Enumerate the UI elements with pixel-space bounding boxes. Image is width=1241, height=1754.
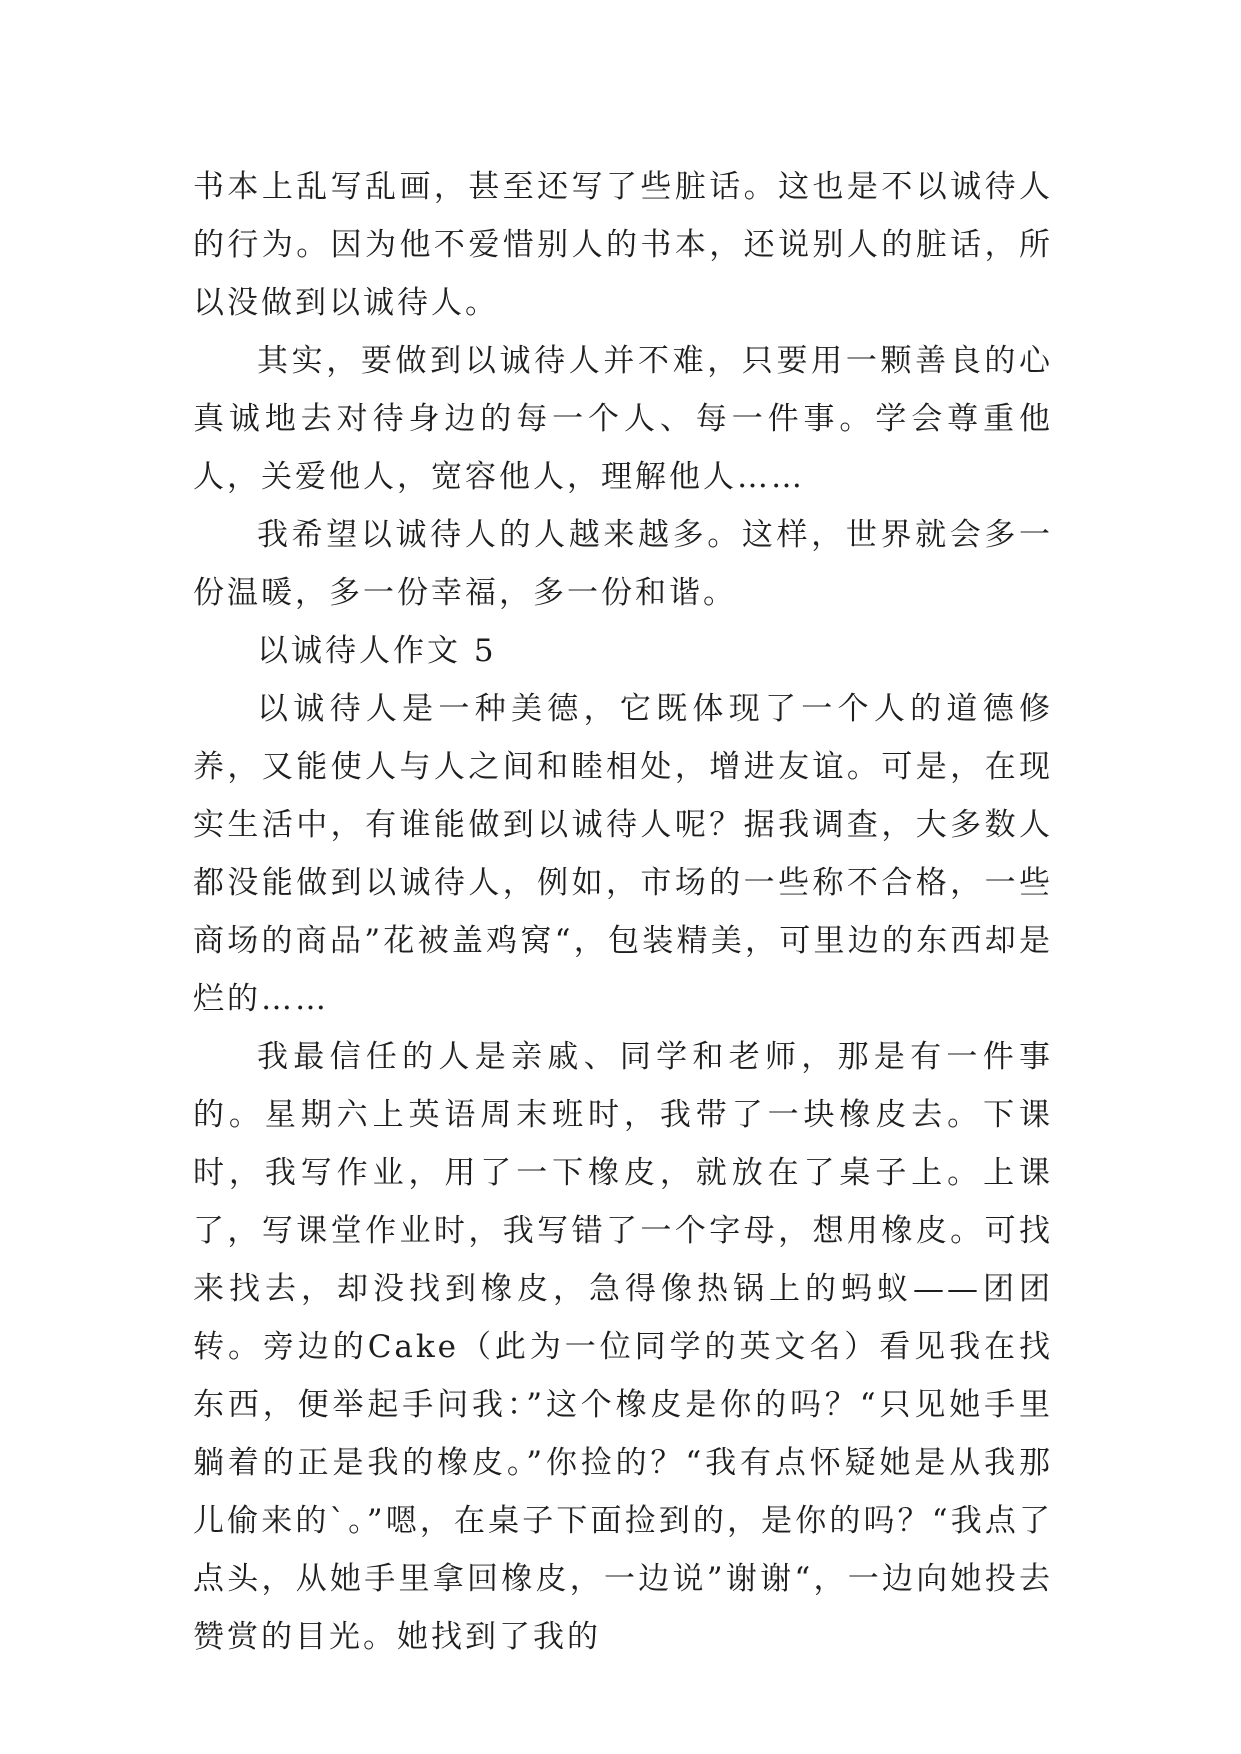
paragraph-3: 我希望以诚待人的人越来越多。这样，世界就会多一份温暖，多一份幸福，多一份和谐。 (193, 517, 1053, 611)
section-paragraph-1: 以诚待人是一种美德，它既体现了一个人的道德修养，又能使人与人之间和睦相处，增进友谊。可是，在现实生活中，有谁能做到以诚待人呢？据我调查，大多数人都没能做到以诚待人，例如，市场的一些称不合格，一些商场的商品”花被盖鸡窝“，包装精美，可里边的东西却是烂的…… (193, 691, 1053, 1017)
paragraph-1: 书本上乱写乱画，甚至还写了些脏话。这也是不以诚待人的行为。因为他不爱惜别人的书本，还说别人的脏话，所以没做到以诚待人。 (193, 169, 1053, 321)
paragraph-2: 其实，要做到以诚待人并不难，只要用一颗善良的心真诚地去对待身边的每一个人、每一件事。学会尊重他人，关爱他人，宽容他人，理解他人…… (193, 343, 1053, 495)
section-title: 以诚待人作文 5 (257, 633, 497, 669)
section-paragraph-2: 我最信任的人是亲戚、同学和老师，那是有一件事的。星期六上英语周末班时，我带了一块橡皮去。下课时，我写作业，用了一下橡皮，就放在了桌子上。上课了，写课堂作业时，我写错了一个字母，想用橡皮。可找来找去，却没找到橡皮，急得像热锅上的蚂蚁——团团转。旁边的Cake（此为一位同学的英文名）看见我在找东西，便举起手问我：”这个橡皮是你的吗？“只见她手里躺着的正是我的橡皮。”你捡的？“我有点怀疑她是从我那儿偷来的`。”嗯，在桌子下面捡到的，是你的吗？“我点了点头，从她手里拿回橡皮，一边说”谢谢“，一边向她投去赞赏的目光。她找到了我的 (193, 1039, 1053, 1655)
document-page (193, 158, 1053, 1666)
